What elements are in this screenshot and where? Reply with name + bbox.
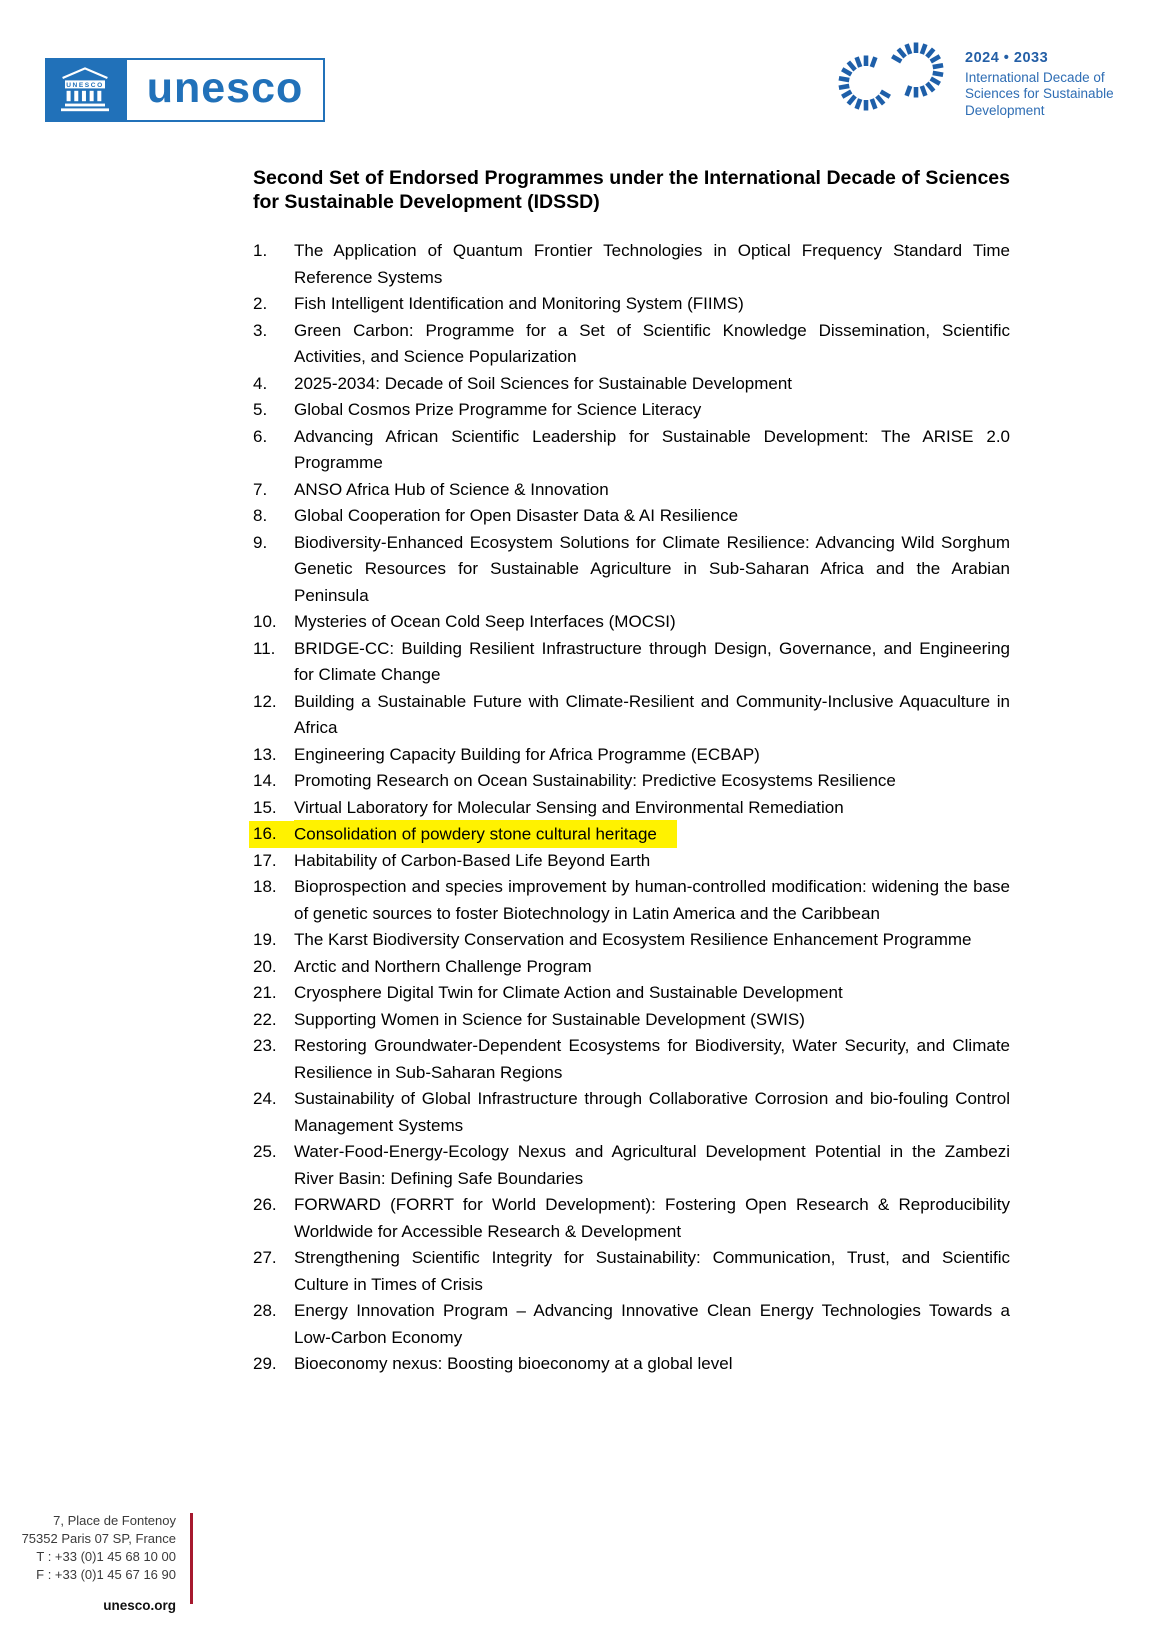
list-item [253,980,1010,1007]
item-text: Arctic and Northern Challenge Program [294,956,592,976]
item-text: ANSO Africa Hub of Science & Innovation [294,479,609,499]
item-text: 2025-2034: Decade of Soil Sciences for Sustainable Development [294,373,793,393]
list-item [253,742,1010,769]
item-number: 12. [253,691,277,711]
list-item [253,503,1010,530]
item-text: The Karst Biodiversity Conservation and Ecosystem Resilience Enhancement Programme [294,930,972,949]
list-item [253,530,1010,610]
item-number: 11. [253,638,276,658]
idssd-name-line1: International Decade of [965,69,1105,85]
item-text: Sustainability of Global Infrastructure through Collaborative Corrosion and bio-fouling Control Management Systems [294,1089,1010,1135]
list-item [253,1351,1010,1378]
item-number: 5. [253,400,268,419]
list-item [253,768,1010,795]
item-text: Consolidation of powdery stone cultural heritage [294,820,677,848]
list-item [253,795,1010,822]
item-number: 2. [253,294,268,313]
list-item [253,1298,1010,1351]
idssd-name-line3: Development [965,102,1045,118]
list-item [253,954,1010,981]
list-item [253,609,1010,636]
list-item [253,636,1010,689]
list-item [253,848,1010,875]
list-item [253,1245,1010,1298]
unesco-wordmark: unesco [146,63,304,112]
item-number: 28. [253,1301,277,1320]
list-item [253,238,1010,291]
item-text: Restoring Groundwater-Dependent Ecosystems for Biodiversity, Water Security, and Climate Resilience in Sub-Saharan Regions [294,1036,1010,1082]
list-item [253,397,1010,424]
footer-fax: F : +33 (0)1 45 67 16 90 [36,1567,176,1582]
footer-phone: T : +33 (0)1 45 68 10 00 [36,1549,176,1564]
item-number: 6. [253,426,268,446]
item-number: 7. [253,479,268,499]
item-text: Green Carbon: Programme for a Set of Scientific Knowledge Dissemination, Scientific Activities, and Science Popularization [294,320,1010,366]
unesco-logo [45,58,325,122]
item-number: 15. [253,797,277,817]
item-number: 1. [253,241,268,260]
item-text: Advancing African Scientific Leadership for Sustainable Development: The ARISE 2.0 Programme [294,426,1010,472]
unesco-temple-icon [53,62,117,118]
item-text: Fish Intelligent Identification and Monitoring System (FIIMS) [294,294,744,313]
list-item [253,927,1010,954]
item-number: 13. [253,744,277,764]
list-item [253,689,1010,742]
item-text: Strengthening Scientific Integrity for Sustainability: Communication, Trust, and Scientific Culture in Times of Crisis [294,1248,1010,1294]
item-number: 27. [253,1248,277,1267]
unesco-wordmark-box [125,58,325,122]
item-number: 20. [253,956,277,976]
item-number: 14. [253,771,277,790]
item-number: 4. [253,373,268,393]
item-number: 23. [253,1036,277,1055]
idssd-caption [965,42,1114,119]
item-number: 3. [253,320,268,340]
footer-address-block [0,1512,176,1615]
item-text: Promoting Research on Ocean Sustainability: Predictive Ecosystems Resilience [294,771,896,790]
item-number: 10. [253,612,277,631]
list-item [253,318,1010,371]
list-item [253,291,1010,318]
footer-address-line2: 75352 Paris 07 SP, France [21,1531,176,1546]
list-item [253,424,1010,477]
item-text: Cryosphere Digital Twin for Climate Action and Sustainable Development [294,983,843,1002]
idssd-rings-icon [836,42,948,112]
item-number: 19. [253,930,277,949]
item-number: 21. [253,983,277,1002]
page-title: Second Set of Endorsed Programmes under the International Decade of Sciences for Sustainable Development (IDSSD) [253,167,1010,213]
programme-list [253,238,1010,1378]
item-text: Global Cosmos Prize Programme for Science Literacy [294,400,702,419]
list-item [253,821,1010,848]
item-text: Global Cooperation for Open Disaster Data & AI Resilience [294,506,739,525]
idssd-name-line2: Sciences for Sustainable [965,86,1114,101]
item-text: The Application of Quantum Frontier Technologies in Optical Frequency Standard Time Reference Systems [294,241,1010,287]
list-item [253,1033,1010,1086]
item-number: 25. [253,1142,277,1161]
list-item [253,477,1010,504]
list-item [253,1007,1010,1034]
list-item [253,1192,1010,1245]
item-text: Supporting Women in Science for Sustainable Development (SWIS) [294,1009,805,1029]
item-number: 22. [253,1009,277,1029]
item-number: 29. [253,1354,277,1373]
item-number: 16. [253,821,294,848]
item-number: 24. [253,1089,277,1108]
item-text: Engineering Capacity Building for Africa Programme (ECBAP) [294,744,760,764]
list-item [253,874,1010,927]
item-number: 8. [253,506,268,525]
idssd-badge [836,42,1114,119]
item-text: Habitability of Carbon-Based Life Beyond Earth [294,850,651,870]
footer-website: unesco.org [103,1598,176,1613]
item-number: 18. [253,877,277,896]
item-text: Biodiversity-Enhanced Ecosystem Solutions for Climate Resilience: Advancing Wild Sorghum Genetic Resources for Sustainable Agriculture in Sub-Saharan Africa and the Arabian Peninsula [294,532,1010,605]
list-item [253,371,1010,398]
item-number: 26. [253,1195,277,1214]
list-item [253,1086,1010,1139]
item-number: 9. [253,532,268,552]
item-number: 17. [253,850,277,870]
item-text: Energy Innovation Program – Advancing Innovative Clean Energy Technologies Towards a Low-Carbon Economy [294,1301,1010,1347]
list-item [253,1139,1010,1192]
item-text: Virtual Laboratory for Molecular Sensing and Environmental Remediation [294,797,844,817]
item-text: FORWARD (FORRT for World Development): Fostering Open Research & Reproducibility Worldwide for Accessible Research & Development [294,1195,1010,1241]
unesco-emblem [45,58,125,122]
item-text: Water-Food-Energy-Ecology Nexus and Agricultural Development Potential in the Zambezi River Basin: Defining Safe Boundaries [294,1142,1010,1188]
item-text: Mysteries of Ocean Cold Seep Interfaces (MOCSI) [294,612,676,631]
footer-accent-bar [190,1513,193,1604]
item-text: Bioprospection and species improvement by human-controlled modification: widening the base of genetic sources to foster Biotechnology in Latin America and the Caribbean [294,877,1010,923]
footer-address-line1: 7, Place de Fontenoy [53,1513,176,1528]
idssd-years: 2024 • 2033 [965,50,1049,66]
item-text: BRIDGE-CC: Building Resilient Infrastructure through Design, Governance, and Engineering for Climate Change [294,638,1010,684]
svg-text:UNESCO: UNESCO [66,82,104,90]
item-text: Bioeconomy nexus: Boosting bioeconomy at a global level [294,1354,733,1373]
item-text: Building a Sustainable Future with Climate-Resilient and Community-Inclusive Aquaculture in Africa [294,691,1010,737]
